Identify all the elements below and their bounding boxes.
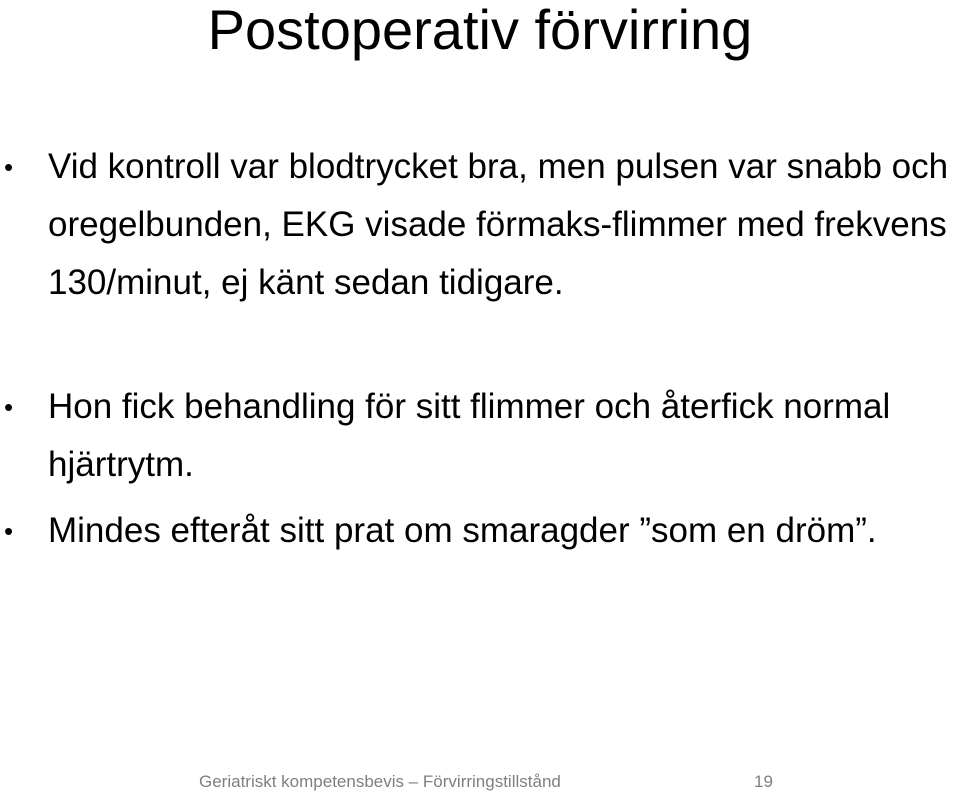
bullet-text: Hon fick behandling för sitt flimmer och återfick normal hjärtrytm.: [48, 387, 891, 484]
bullet-item: [0, 378, 960, 494]
bullet-text: Vid kontroll var blodtrycket bra, men pulsen var snabb och oregelbunden, EKG visade förmaks-flimmer med frekvens 130/minut, ej känt sedan tidigare.: [48, 147, 949, 302]
page-number: 19: [754, 772, 773, 791]
bullet-item: [0, 138, 960, 370]
footer-text: Geriatriskt kompetensbevis – Förvirringstillstånd: [199, 772, 561, 791]
bullet-text: Mindes efteråt sitt prat om smaragder ”som en dröm”.: [48, 511, 877, 550]
slide-footer: [0, 770, 960, 794]
bullet-icon: •: [4, 152, 14, 182]
bullet-list: [0, 138, 960, 618]
slide-title: Postoperativ förvirring: [207, 0, 753, 61]
bullet-icon: •: [4, 516, 14, 546]
bullet-icon: •: [4, 392, 14, 422]
bullet-item: [0, 502, 960, 618]
